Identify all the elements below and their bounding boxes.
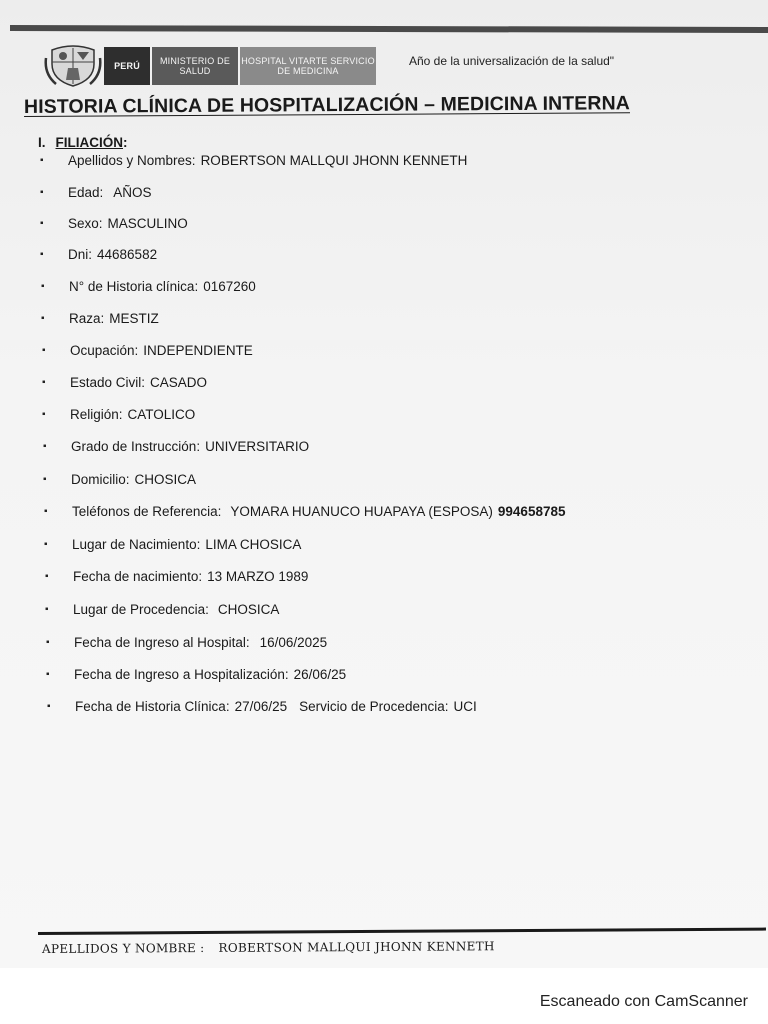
field-value: 16/06/2025: [259, 635, 328, 650]
bullet-icon: ▪: [46, 637, 50, 648]
field-label: Lugar de Procedencia:: [73, 602, 209, 617]
phone-number: 994658785: [497, 504, 566, 519]
field-value: 44686582: [97, 247, 158, 262]
field-label: Fecha de nacimiento:: [73, 569, 203, 584]
bullet-icon: ▪: [43, 474, 47, 485]
field-value: CHOSICA: [217, 602, 280, 617]
section-suffix: :: [123, 135, 128, 150]
field-fecha-nacimiento: [45, 569, 308, 584]
field-value: YOMARA HUANUCO HUAPAYA (ESPOSA): [230, 504, 493, 519]
bullet-icon: ▪: [42, 377, 46, 388]
field-label: Teléfonos de Referencia:: [72, 504, 222, 519]
bullet-icon: ▪: [41, 281, 45, 292]
field-estado-civil: [42, 375, 207, 390]
field-label: Lugar de Nacimiento:: [72, 537, 201, 552]
document-title: HISTORIA CLÍNICA DE HOSPITALIZACIÓN – MEDICINA INTERNA: [23, 92, 631, 118]
field-label: Apellidos y Nombres:: [68, 153, 196, 168]
bullet-icon: ▪: [41, 313, 45, 324]
bullet-icon: ▪: [45, 604, 49, 615]
field-value: CHOSICA: [134, 472, 197, 487]
field-label: Grado de Instrucción:: [71, 439, 201, 454]
field-value: CASADO: [150, 375, 208, 390]
field-label: Domicilio:: [71, 472, 130, 487]
filiation-list: [40, 0, 740, 968]
bullet-icon: ▪: [40, 155, 44, 166]
bullet-icon: ▪: [45, 571, 49, 582]
bullet-icon: ▪: [44, 539, 48, 550]
field-ocupacion: [42, 343, 253, 358]
bullet-icon: ▪: [40, 218, 44, 229]
bullet-icon: ▪: [40, 187, 44, 198]
bullet-icon: ▪: [40, 249, 44, 260]
bullet-icon: ▪: [46, 669, 50, 680]
band-ministry-text: MINISTERIO DE SALUD: [159, 56, 231, 76]
section-number: I.: [38, 135, 46, 150]
field-label: N° de Historia clínica:: [69, 279, 199, 294]
bullet-icon: ▪: [43, 441, 47, 452]
field-instruccion: [43, 439, 309, 454]
field-historia-clinica: [41, 279, 256, 294]
field-value: 0167260: [203, 279, 256, 294]
field-edad: [40, 185, 152, 200]
field-raza: [41, 311, 159, 326]
field-lugar-nacimiento: [44, 537, 301, 552]
field-label: Edad:: [68, 185, 104, 200]
footer-value: ROBERTSON MALLQUI JHONN KENNETH: [218, 939, 495, 955]
field-label: Dni:: [68, 247, 93, 262]
field-value: MASCULINO: [107, 216, 188, 231]
field-value: ROBERTSON MALLQUI JHONN KENNETH: [200, 153, 468, 168]
field-label: Fecha de Ingreso al Hospital:: [74, 635, 250, 650]
field-value: LIMA CHOSICA: [205, 537, 302, 552]
field-value: UNIVERSITARIO: [205, 439, 310, 454]
field-fecha-historia: [47, 699, 477, 714]
field-procedencia: [45, 602, 279, 617]
field-ingreso-hospitalizacion: [46, 667, 346, 682]
bullet-icon: ▪: [44, 506, 48, 517]
band-hospital-text: HOSPITAL VITARTE SERVICIO DE MEDICINA: [241, 56, 375, 76]
band-country-text: PERÚ: [114, 61, 140, 71]
field-value: MESTIZ: [109, 311, 159, 326]
field-label: Religión:: [70, 407, 123, 422]
field-domicilio: [43, 472, 196, 487]
section-label: FILIACIÓN: [55, 135, 124, 150]
field-nombres: [40, 153, 467, 168]
field-label: Ocupación:: [70, 343, 139, 358]
field-label: Fecha de Ingreso a Hospitalización:: [74, 667, 289, 682]
field-ingreso-hospital: [46, 635, 327, 650]
field-dni: [40, 247, 157, 262]
year-slogan: Año de la universalización de la salud": [409, 54, 615, 68]
field-sexo: [40, 216, 188, 231]
footer-label: APELLIDOS Y NOMBRE :: [41, 941, 205, 956]
field-value: INDEPENDIENTE: [143, 343, 253, 358]
servicio-value: UCI: [453, 699, 477, 714]
field-label: Raza:: [69, 311, 105, 326]
field-value: 27/06/25: [234, 699, 288, 714]
field-label: Sexo:: [68, 216, 103, 231]
bullet-icon: ▪: [42, 345, 46, 356]
field-value: AÑOS: [113, 185, 152, 200]
bullet-icon: ▪: [47, 701, 51, 712]
bullet-icon: ▪: [42, 409, 46, 420]
field-value: 26/06/25: [293, 667, 347, 682]
field-value: CATOLICO: [127, 407, 196, 422]
field-telefonos: [44, 504, 565, 519]
field-label: Fecha de Historia Clínica:: [75, 699, 230, 714]
field-label: Estado Civil:: [70, 375, 146, 390]
field-religion: [42, 407, 195, 422]
footer-patient-name: [42, 939, 495, 956]
camscanner-watermark: Escaneado con CamScanner: [539, 993, 748, 1010]
field-value: 13 MARZO 1989: [207, 569, 309, 584]
servicio-label: Servicio de Procedencia:: [299, 699, 449, 714]
